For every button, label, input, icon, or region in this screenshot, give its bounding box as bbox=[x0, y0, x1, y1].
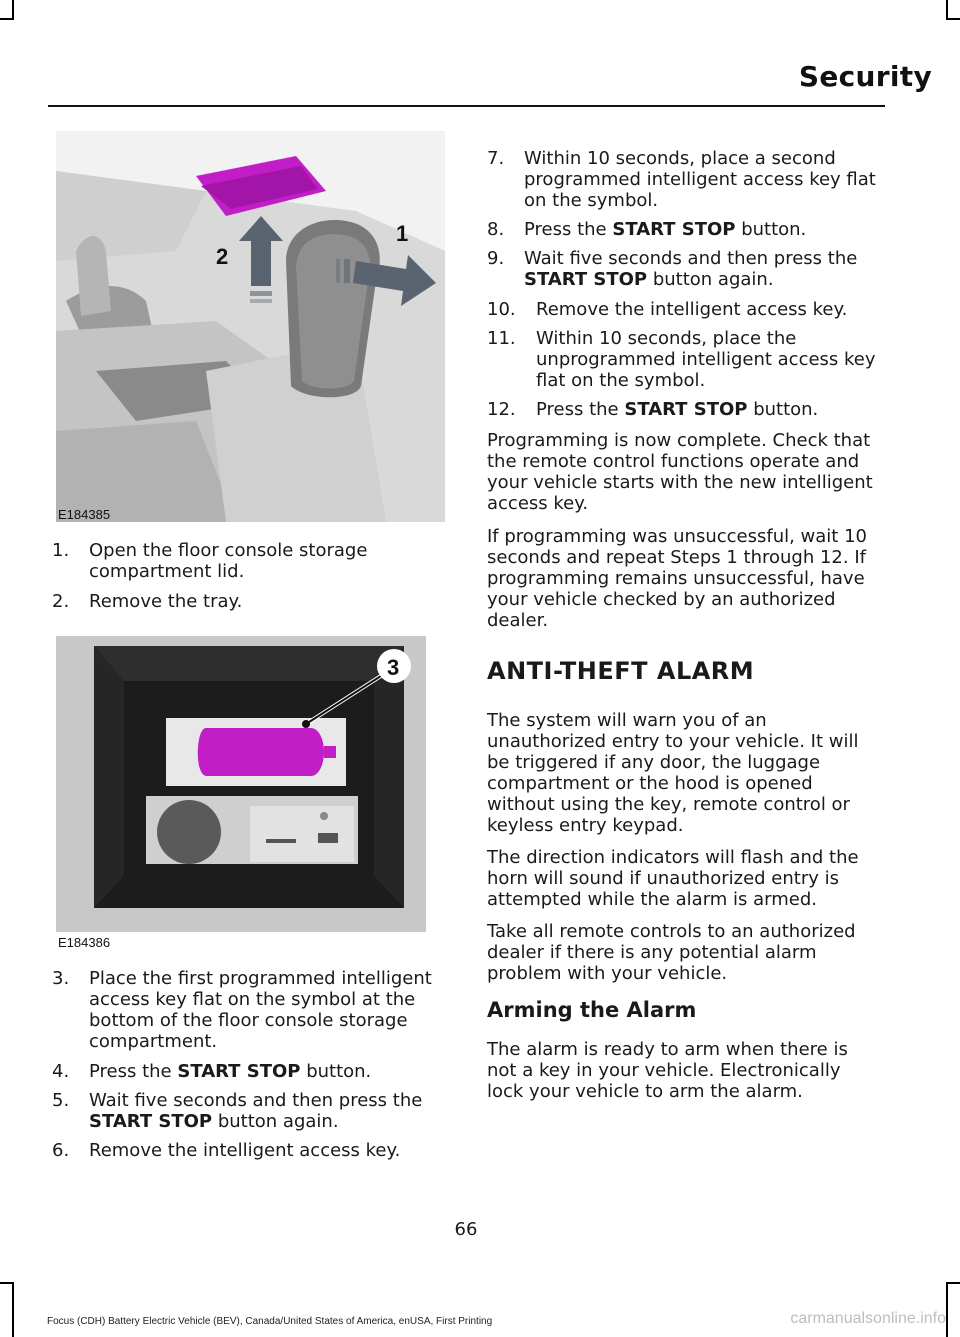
step-text-post: button. bbox=[747, 399, 819, 420]
step-text: Remove the intelligent access key. bbox=[536, 299, 848, 320]
start-stop-label: START STOP bbox=[89, 1111, 213, 1132]
crop-mark bbox=[0, 1282, 14, 1284]
step-3 bbox=[52, 968, 447, 1052]
paragraph-unsuccessful: If programming was unsuccessful, wait 10 seconds and repeat Steps 1 through 12. If programming remains unsuccessful, have your vehicle checked by an authorized dealer. bbox=[487, 526, 867, 631]
step-text bbox=[524, 248, 882, 290]
step-9 bbox=[487, 248, 882, 290]
start-stop-label: START STOP bbox=[177, 1061, 301, 1082]
step-6 bbox=[52, 1140, 400, 1161]
step-4 bbox=[52, 1061, 371, 1082]
step-number: 9. bbox=[487, 248, 505, 269]
step-text-pre: Wait five seconds and then press the bbox=[89, 1090, 423, 1111]
crop-mark bbox=[946, 1282, 960, 1284]
step-number: 6. bbox=[52, 1140, 70, 1161]
step-text-pre: Press the bbox=[89, 1061, 178, 1082]
step-number: 4. bbox=[52, 1061, 70, 1082]
step-text: Open the floor console storage compartment lid. bbox=[89, 540, 368, 582]
start-stop-label: START STOP bbox=[612, 219, 736, 240]
step-text-pre: Press the bbox=[536, 399, 625, 420]
step-text: Remove the tray. bbox=[89, 591, 243, 612]
step-text bbox=[536, 399, 818, 420]
step-text: Remove the intelligent access key. bbox=[89, 1140, 401, 1161]
paragraph-alarm-intro: The system will warn you of an unauthorized entry to your vehicle. It will be triggered if any door, the luggage compartment or the hood is opened without using the key, remote control or keyless entry keypad. bbox=[487, 710, 859, 836]
crop-mark bbox=[12, 1282, 14, 1337]
callout-2: 2 bbox=[216, 244, 229, 269]
paragraph-alarm-indicators: The direction indicators will flash and the horn will sound if unauthorized entry is attempted while the alarm is armed. bbox=[487, 847, 859, 910]
step-12 bbox=[487, 399, 818, 420]
step-1 bbox=[52, 540, 447, 582]
start-stop-label: START STOP bbox=[524, 269, 648, 290]
step-number: 12. bbox=[487, 399, 516, 420]
step-number: 1. bbox=[52, 540, 70, 561]
step-number: 5. bbox=[52, 1090, 70, 1111]
step-text bbox=[89, 1061, 371, 1082]
crop-mark bbox=[0, 18, 14, 20]
figure-code: E184385 bbox=[58, 507, 111, 522]
step-5 bbox=[52, 1090, 447, 1132]
header-divider bbox=[48, 105, 885, 107]
step-number: 11. bbox=[487, 328, 516, 349]
figure-storage-compartment bbox=[56, 636, 426, 932]
paragraph-alarm-dealer: Take all remote controls to an authorized dealer if there is any potential alarm problem with your vehicle. bbox=[487, 921, 856, 984]
page-title: Security bbox=[798, 60, 932, 93]
step-text: Place the first programmed intelligent access key flat on the symbol at the bottom of the floor console storage compartment. bbox=[89, 968, 432, 1052]
callout-3: 3 bbox=[387, 655, 400, 680]
step-text-pre: Press the bbox=[524, 219, 613, 240]
paragraph-arming: The alarm is ready to arm when there is not a key in your vehicle. Electronically lock your vehicle to arm the alarm. bbox=[487, 1039, 848, 1102]
step-number: 7. bbox=[487, 148, 505, 169]
step-number: 10. bbox=[487, 299, 516, 320]
figure-console-armrest bbox=[56, 131, 445, 522]
step-text bbox=[89, 1090, 447, 1132]
footer-text: Focus (CDH) Battery Electric Vehicle (BEV), Canada/United States of America, enUSA, First Printing bbox=[47, 1316, 493, 1327]
step-8 bbox=[487, 219, 806, 240]
console-armrest-illustration bbox=[56, 131, 445, 522]
section-heading-alarm: ANTI-THEFT ALARM bbox=[487, 657, 755, 685]
crop-mark bbox=[946, 0, 948, 20]
watermark: carmanualsonline.info bbox=[790, 1310, 946, 1327]
step-text bbox=[524, 219, 806, 240]
step-number: 2. bbox=[52, 591, 70, 612]
step-text-post: button. bbox=[300, 1061, 372, 1082]
figure-code: E184386 bbox=[58, 935, 111, 950]
step-number: 8. bbox=[487, 219, 505, 240]
step-text-post: button. bbox=[735, 219, 807, 240]
storage-compartment-illustration bbox=[56, 636, 426, 932]
step-7 bbox=[487, 148, 882, 211]
crop-mark bbox=[946, 1282, 948, 1337]
step-text-pre: Wait five seconds and then press the bbox=[524, 248, 858, 269]
crop-mark bbox=[12, 0, 14, 20]
paragraph-complete: Programming is now complete. Check that the remote control functions operate and your vehicle starts with the new intelligent access key. bbox=[487, 430, 873, 514]
subheading-arming: Arming the Alarm bbox=[487, 998, 697, 1022]
step-2 bbox=[52, 591, 242, 612]
start-stop-label: START STOP bbox=[624, 399, 748, 420]
callout-1: 1 bbox=[396, 221, 409, 246]
step-text: Within 10 seconds, place a second programmed intelligent access key flat on the symbol. bbox=[524, 148, 876, 211]
crop-mark bbox=[946, 18, 960, 20]
page-number: 66 bbox=[454, 1219, 478, 1240]
step-text-post: button again. bbox=[647, 269, 774, 290]
step-10 bbox=[487, 299, 847, 320]
step-number: 3. bbox=[52, 968, 70, 989]
step-text-post: button again. bbox=[212, 1111, 339, 1132]
step-11 bbox=[487, 328, 882, 391]
step-text: Within 10 seconds, place the unprogrammed intelligent access key flat on the symbol. bbox=[536, 328, 876, 391]
